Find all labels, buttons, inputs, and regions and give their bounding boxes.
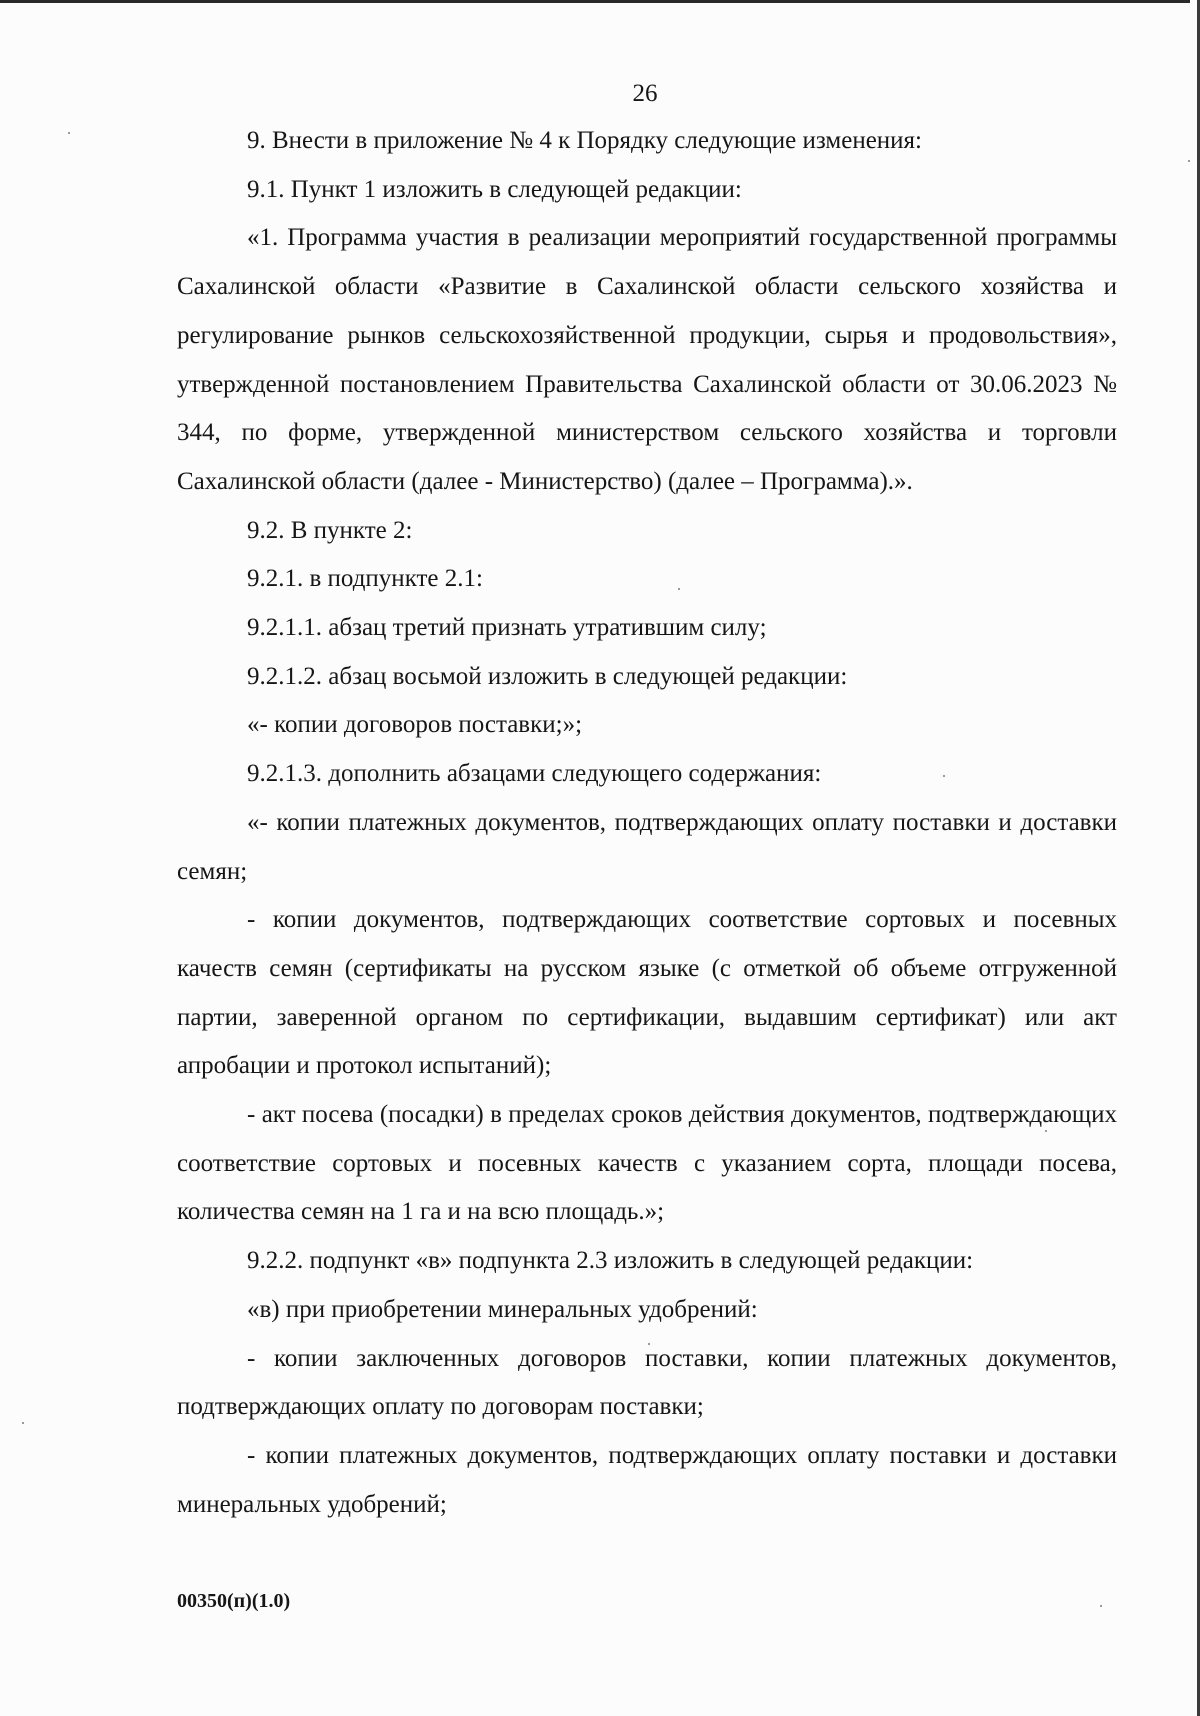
paragraph: 9. Внести в приложение № 4 к Порядку следующие изменения: — [247, 127, 922, 154]
paragraph: - копии заключенных договоров поставки, копии платежных документов, подтверждающих оплату по договорам поставки; — [177, 1344, 1117, 1421]
paragraph: 9.1. Пункт 1 изложить в следующей редакции: — [247, 175, 742, 203]
paragraph: 9.2.2. подпункт «в» подпункта 2.3 изложить в следующей редакции: — [247, 1247, 974, 1275]
paragraph: - копии платежных документов, подтверждающих оплату поставки и доставки минеральных удобрений; — [177, 1441, 1117, 1518]
scan-speck — [22, 1422, 24, 1424]
paragraph: 9.2.1. в подпункте 2.1: — [247, 565, 483, 593]
paragraph: «1. Программа участия в реализации мероприятий государственной программы Сахалинской области «Развитие в Сахалинской области сельского хозяйства и регулирование рынков сельскохозяйственной продукции, сырья и продовольствия», утвержденной постановлением Правительства Сахалинской области от 30.06.2023 № 344, по форме, утвержденной министерством сельского хозяйства и торговли Сахалинской области (далее - Министерство) (далее – Программа).». — [177, 224, 1117, 495]
scan-speck — [68, 132, 70, 134]
paragraph: - акт посева (посадки) в пределах сроков действия документов, подтверждающих соответствие сортовых и посевных качеств с указанием сорта, площади посева, количества семян на 1 га и на всю площадь.»; — [177, 1101, 1117, 1226]
paragraph: «- копии платежных документов, подтверждающих оплату поставки и доставки семян; — [177, 808, 1117, 885]
paragraph: 9.2.1.3. дополнить абзацами следующего содержания: — [247, 760, 822, 788]
scan-speck — [1188, 160, 1190, 162]
paragraph: - копии документов, подтверждающих соответствие сортовых и посевных качеств семян (сертификаты на русском языке (с отметкой об объеме отгруженной партии, заверенной органом по сертификации, выдавшим сертификат) или акт апробации и протокол испытаний); — [177, 906, 1117, 1080]
paragraph: «- копии договоров поставки;»; — [247, 711, 583, 739]
paragraph: 9.2. В пункте 2: — [247, 516, 413, 544]
document-code: 00350(п)(1.0) — [177, 1590, 291, 1612]
paragraph: 9.2.1.2. абзац восьмой изложить в следующей редакции: — [247, 662, 848, 690]
page-number: 26 — [632, 80, 658, 107]
scan-top-edge — [0, 0, 1190, 3]
paragraph: 9.2.1.1. абзац третий признать утратившим силу; — [247, 614, 767, 642]
scan-speck — [1100, 1605, 1102, 1607]
document-body — [177, 117, 1117, 1529]
paragraph: «в) при приобретении минеральных удобрений: — [247, 1295, 758, 1323]
